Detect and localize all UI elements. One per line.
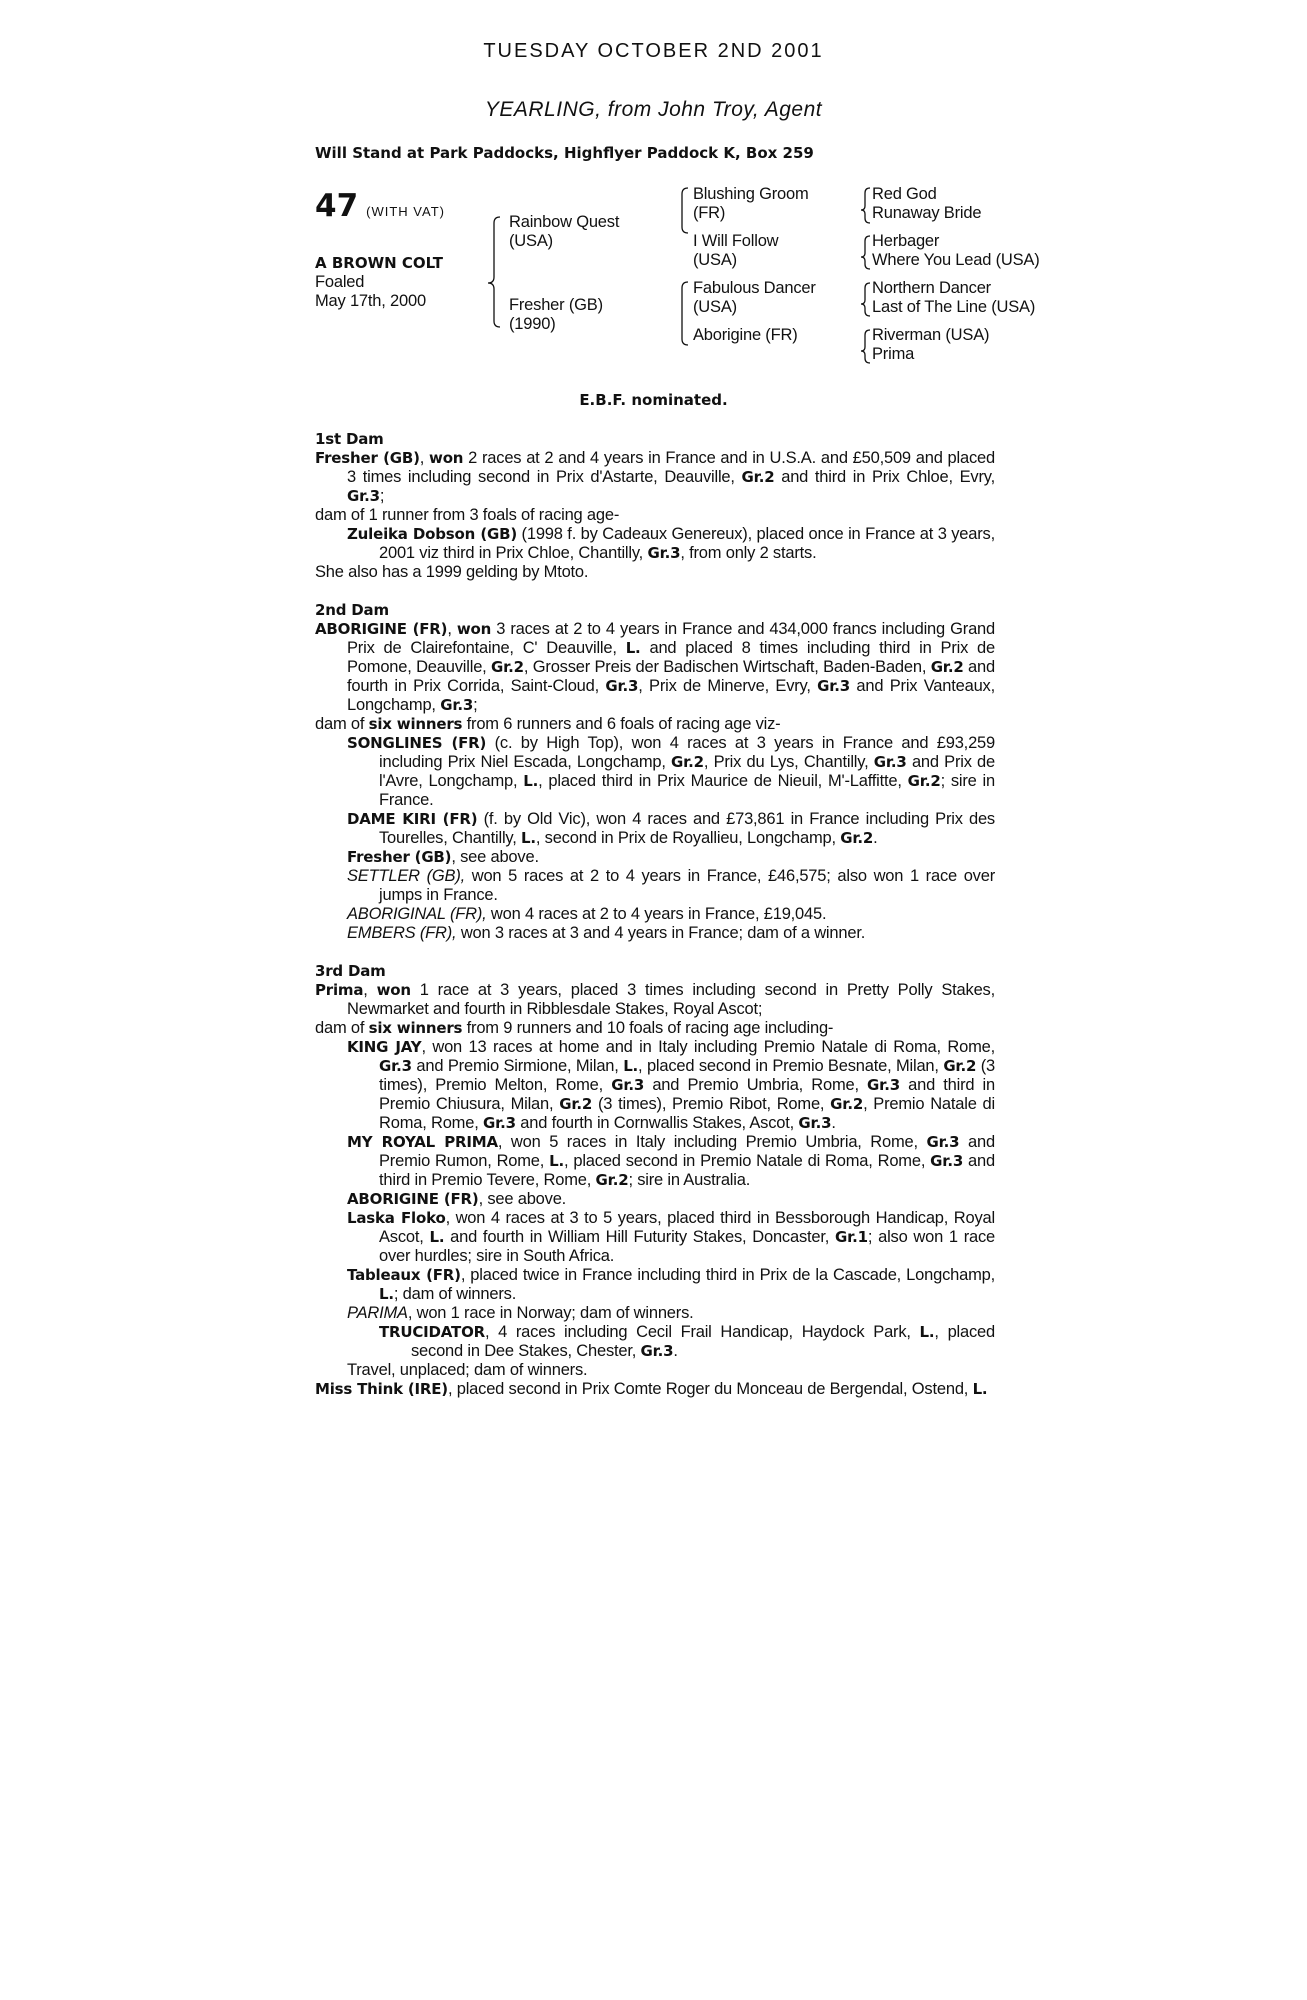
ssd-name: Runaway Bride	[872, 204, 982, 222]
won-label: won	[429, 449, 464, 467]
pedigree-sire-dam	[693, 232, 778, 270]
sire-name: Rainbow Quest	[509, 213, 620, 231]
foaled-date: May 17th, 2000	[315, 292, 426, 310]
ds-origin: (USA)	[693, 298, 737, 316]
brace-g3-2	[861, 236, 870, 269]
sd-origin: (USA)	[693, 251, 737, 269]
produce-name: Zuleika Dobson (GB)	[347, 525, 517, 543]
brace-g3-4	[861, 330, 870, 363]
pedigree-dam-dam	[693, 326, 797, 345]
pedigree-gen3	[872, 185, 1040, 364]
produce-entry-my-royal-prima: MY ROYAL PRIMA, won 5 races in Italy including Premio Umbria, Rome, Gr.3 and Premio Rumon, Rome, L., placed second in Premio Natale di Roma, Rome, Gr.3 and third in Premio Tevere, Rome, Gr.2; sire in Australia.	[347, 1133, 995, 1189]
brace-gen1	[488, 217, 500, 327]
first-dam-produce-summary: dam of 1 runner from 3 foals of racing age-	[315, 506, 620, 524]
pedigree-sire-sire	[693, 185, 809, 223]
brace-sire-upper	[680, 188, 688, 230]
produce-entry-dame-kiri: DAME KIRI (FR) (f. by Old Vic), won 4 races and £73,861 in France including Prix des Tourelles, Chantilly, L., second in Prix de Royallieu, Longchamp, Gr.2.	[347, 810, 995, 847]
first-dam-name: Fresher (GB)	[315, 449, 420, 467]
vat-note: (WITH VAT)	[366, 204, 445, 219]
ss-origin: (FR)	[693, 204, 726, 222]
ds-name: Fabulous Dancer	[693, 279, 816, 297]
brace-sire	[682, 188, 688, 233]
third-dam-heading: 3rd Dam	[315, 962, 386, 980]
third-dam-name: Prima	[315, 981, 364, 999]
brace-g3-1	[861, 188, 870, 223]
produce-entry-fresher: Fresher (GB), see above.	[347, 848, 539, 866]
second-dam-produce-summary: dam of six winners from 6 runners and 6 foals of racing age viz-	[315, 715, 781, 733]
catalogue-body	[315, 430, 995, 1399]
produce-entry-aborigine: ABORIGINE (FR), see above.	[347, 1190, 567, 1208]
pedigree-sire	[509, 213, 619, 251]
sire-origin: (USA)	[509, 232, 553, 250]
ebf-note: E.B.F. nominated.	[579, 391, 728, 409]
third-dam-produce-summary: dam of six winners from 9 runners and 10 foals of racing age including-	[315, 1019, 834, 1037]
dss-name: Northern Dancer	[872, 279, 991, 297]
first-dam-entry: Fresher (GB), won 2 races at 2 and 4 years in France and in U.S.A. and £50,509 and placed 3 times including second in Prix d'Astarte, Deauville, Gr.2 and third in Prix Chloe, Evry, Gr.3;	[315, 449, 995, 505]
pedigree-brackets	[0, 0, 1307, 380]
sds-name: Herbager	[872, 232, 940, 250]
produce-entry-trucidator: TRUCIDATOR, 4 races including Cecil Frail Handicap, Haydock Park, L., placed second in Dee Stakes, Chester, Gr.3.	[379, 1323, 995, 1360]
second-dam-entry: ABORIGINE (FR), won 3 races at 2 to 4 years in France and 434,000 francs including Grand Prix de Clairefontaine, C' Deauville, L. and placed 8 times including third in Prix de Pomone, Deauville, Gr.2, Grosser Preis der Badischen Wirtschaft, Baden-Baden, Gr.2 and fourth in Prix Corrida, Saint-Cloud, Gr.3, Prix de Minerve, Evry, Gr.3 and Prix Vanteaux, Longchamp, Gr.3;	[315, 620, 995, 714]
ss-name: Blushing Groom	[693, 185, 809, 203]
entry-miss-think: Miss Think (IRE), placed second in Prix Comte Roger du Monceau de Bergendal, Ostend, L.	[315, 1380, 988, 1398]
produce-entry-tableaux: Tableaux (FR), placed twice in France including third in Prix de la Cascade, Longchamp, L.; dam of winners.	[347, 1266, 995, 1303]
sd-name: I Will Follow	[693, 232, 779, 250]
produce-entry-aboriginal: ABORIGINAL (FR), won 4 races at 2 to 4 years in France, £19,045.	[347, 905, 827, 923]
dam-name: Fresher (GB)	[509, 296, 603, 314]
sdd-name: Where You Lead (USA)	[872, 251, 1040, 269]
sale-date: TUESDAY OCTOBER 2ND 2001	[483, 40, 824, 62]
sss-name: Red God	[872, 185, 937, 203]
pedigree-dam	[509, 296, 603, 334]
first-dam-also: She also has a 1999 gelding by Mtoto.	[315, 563, 589, 581]
stand-location: Will Stand at Park Paddocks, Highflyer Paddock K, Box 259	[315, 144, 814, 162]
produce-entry-parima: PARIMA, won 1 race in Norway; dam of winners.	[347, 1304, 694, 1322]
dsd-name: Last of The Line (USA)	[872, 298, 1036, 316]
first-dam-heading: 1st Dam	[315, 430, 384, 448]
produce-entry-embers: EMBERS (FR), won 3 races at 3 and 4 years in France; dam of a winner.	[347, 924, 866, 942]
dds-name: Riverman (USA)	[872, 326, 990, 344]
foaled-label: Foaled	[315, 273, 365, 291]
produce-entry-travel: Travel, unplaced; dam of winners.	[347, 1361, 588, 1379]
second-dam-heading: 2nd Dam	[315, 601, 389, 619]
lot-description: A BROWN COLT	[315, 254, 443, 272]
second-dam-name: ABORIGINE (FR)	[315, 620, 448, 638]
ddd-name: Prima	[872, 345, 915, 363]
lot-number: 47	[315, 188, 359, 224]
third-dam-entry: Prima, won 1 race at 3 years, placed 3 times including second in Pretty Polly Stakes, Newmarket and fourth in Ribblesdale Stakes, Royal Ascot;	[315, 981, 995, 1018]
dam-year: (1990)	[509, 315, 556, 333]
produce-entry-laska-floko: Laska Floko, won 4 races at 3 to 5 years, placed third in Bessborough Handicap, Royal Ascot, L. and fourth in William Hill Futurity Stakes, Doncaster, Gr.1; also won 1 race over hurdles; sire in South Africa.	[347, 1209, 995, 1265]
dd-name: Aborigine (FR)	[693, 326, 798, 344]
produce-entry: Zuleika Dobson (GB) (1998 f. by Cadeaux Genereux), placed once in France at 3 years, 2001 viz third in Prix Chloe, Chantilly, Gr.3, from only 2 starts.	[347, 525, 995, 562]
pedigree-dam-sire	[693, 279, 816, 317]
produce-entry-settler: SETTLER (GB), won 5 races at 2 to 4 years in France, £46,575; also won 1 race over jumps in France.	[347, 867, 995, 904]
consignor-line: YEARLING, from John Troy, Agent	[484, 98, 823, 121]
produce-entry-songlines: SONGLINES (FR) (c. by High Top), won 4 races at 3 years in France and £93,259 including Prix Niel Escada, Longchamp, Gr.2, Prix du Lys, Chantilly, Gr.3 and Prix de l'Avre, Longchamp, L., placed third in Prix Maurice de Nieuil, M'-Laffitte, Gr.2; sire in France.	[347, 734, 996, 809]
produce-entry-king-jay: KING JAY, won 13 races at home and in Italy including Premio Natale di Roma, Rome, Gr.3 and Premio Sirmione, Milan, L., placed second in Premio Besnate, Milan, Gr.2 (3 times), Premio Melton, Rome, Gr.3 and Premio Umbria, Rome, Gr.3 and third in Premio Chiusura, Milan, Gr.2 (3 times), Premio Ribot, Rome, Gr.2, Premio Natale di Roma, Rome, Gr.3 and fourth in Cornwallis Stakes, Ascot, Gr.3.	[347, 1038, 996, 1132]
brace-dam	[682, 282, 688, 345]
brace-g3-3	[861, 283, 870, 316]
